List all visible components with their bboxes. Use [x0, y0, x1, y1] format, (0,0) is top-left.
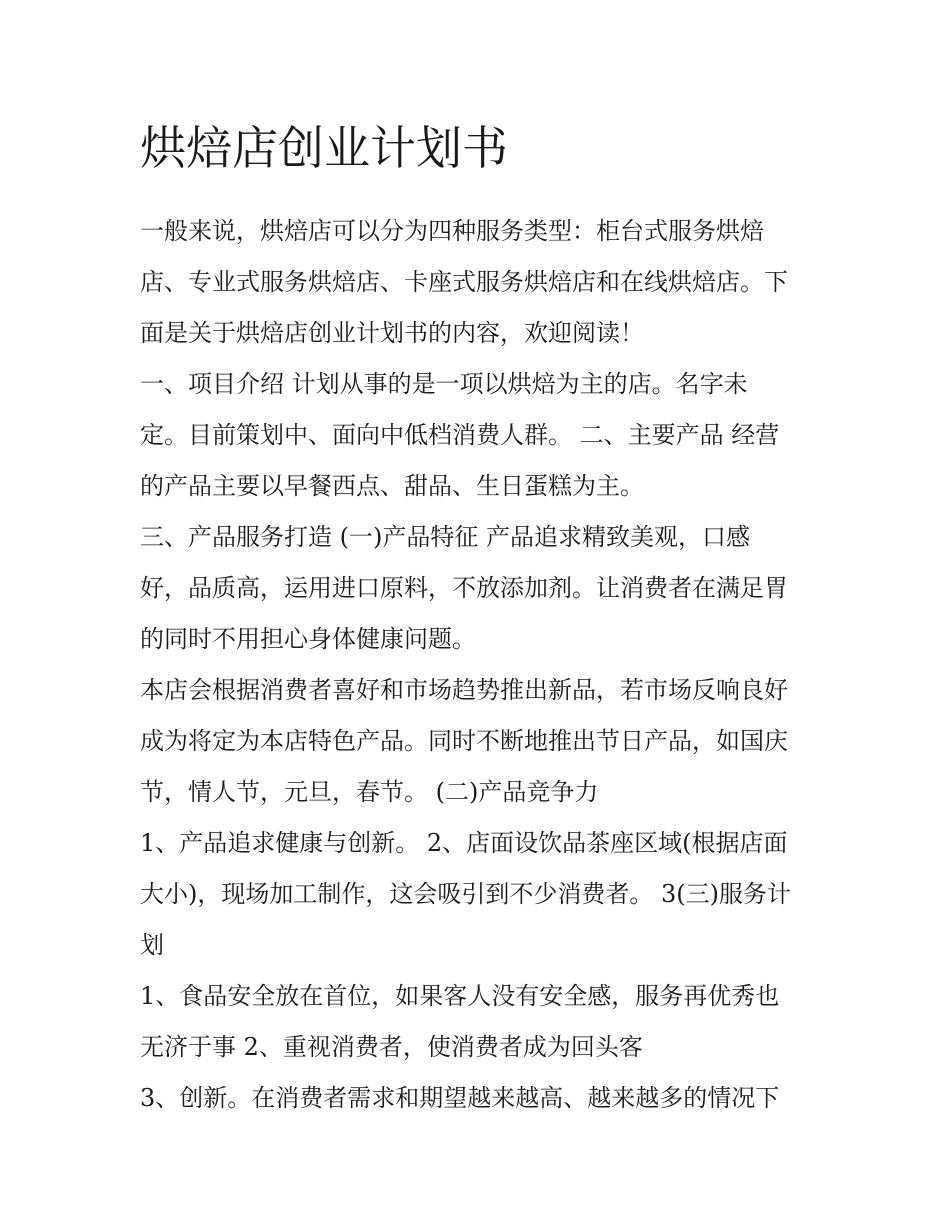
- text-line: 一般来说，烘焙店可以分为四种服务类型：柜台式服务烘焙: [140, 217, 764, 245]
- paragraph: [140, 971, 820, 1073]
- text-line: 三、产品服务打造 (一)产品特征 产品追求精致美观，口感: [140, 523, 750, 551]
- paragraph: [140, 665, 820, 818]
- text-line: 无济于事 2、重视消费者，使消费者成为回头客: [140, 1033, 643, 1061]
- text-line: 本店会根据消费者喜好和市场趋势推出新品，若市场反响良好: [140, 676, 788, 704]
- text-line: 划: [140, 931, 164, 959]
- text-line: 成为将定为本店特色产品。同时不断地推出节日产品，如国庆: [140, 727, 788, 755]
- paragraph: [140, 818, 820, 971]
- text-line: 一、项目介绍 计划从事的是一项以烘焙为主的店。名字未: [140, 370, 748, 398]
- text-line: 的产品主要以早餐西点、甜品、生日蛋糕为主。: [140, 472, 644, 500]
- text-line: 1、食品安全放在首位，如果客人没有安全感，服务再优秀也: [140, 982, 780, 1010]
- text-line: 3、创新。在消费者需求和期望越来越高、越来越多的情况下: [140, 1084, 780, 1112]
- text-line: 大小)，现场加工制作，这会吸引到不少消费者。 3(三)服务计: [140, 880, 791, 908]
- text-line: 1、产品追求健康与创新。 2、店面设饮品茶座区域(根据店面: [140, 829, 788, 857]
- text-line: 店、专业式服务烘焙店、卡座式服务烘焙店和在线烘焙店。下: [140, 268, 788, 296]
- text-line: 节，情人节，元旦，春节。 (二)产品竞争力: [140, 778, 599, 806]
- text-line: 好，品质高，运用进口原料，不放添加剂。让消费者在满足胃: [140, 574, 788, 602]
- text-line: 面是关于烘焙店创业计划书的内容，欢迎阅读！: [140, 319, 644, 347]
- paragraph: [140, 206, 820, 359]
- paragraph: [140, 1073, 820, 1124]
- document-title: 烘焙店创业计划书: [140, 121, 508, 175]
- text-line: 定。目前策划中、面向中低档消费人群。 二、主要产品 经营: [140, 421, 780, 449]
- text-line: 的同时不用担心身体健康问题。: [140, 625, 476, 653]
- paragraph: [140, 359, 820, 512]
- document-body: [140, 206, 820, 1124]
- paragraph: [140, 512, 820, 665]
- document-page: [140, 112, 820, 1124]
